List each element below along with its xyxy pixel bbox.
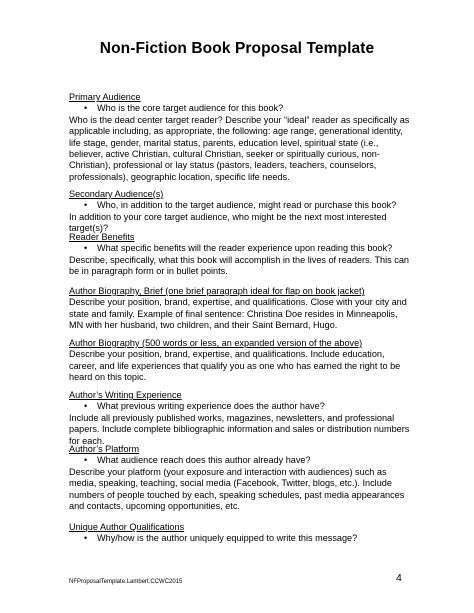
section-paragraph: Describe your platform (your exposure and interaction with audiences) such as media, speaking, teaching, social media (Facebook, Twitter, blogs, etc.). Include numbers of people touched by each, speaking schedules, past media appearances and contacts, upcoming opportunities, etc. [69, 466, 405, 512]
bullet-text: Who is the core target audience for this book? [97, 103, 284, 114]
bullet-item [69, 200, 414, 211]
section-author-platform [69, 444, 414, 512]
section-writing-experience [69, 390, 414, 447]
bullet-text: What audience reach does this author already have? [97, 455, 311, 466]
section-primary-audience [69, 92, 414, 183]
section-heading: Reader Benefits [69, 232, 135, 242]
section-paragraph: Include all previously published works, magazines, newsletters, and professional papers. Include complete bibliographic information and sales or distribution numbers for each. [69, 412, 410, 446]
bullet-item [69, 401, 414, 412]
bullet-icon: • [84, 243, 88, 254]
page-title: Non-Fiction Book Proposal Template [99, 40, 375, 57]
section-secondary-audience [69, 189, 414, 235]
section-heading: Author Biography (500 words or less, an expanded version of the above) [69, 338, 363, 348]
page-footer: NFProposalTemplate.Lambert.CCWC2015 [69, 579, 183, 585]
section-paragraph: Describe, specifically, what this book will accomplish in the lives of readers. This can be in paragraph form or in bullet points. [69, 254, 409, 277]
section-unique-qualifications [69, 522, 414, 545]
bullet-icon: • [84, 533, 88, 544]
section-heading: Author’s Writing Experience [69, 390, 182, 400]
section-paragraph: Describe your position, brand, expertise, and qualifications. Close with your city and state and family. Example of final sentence: Christina Doe resides in Minneapolis, MN with her husband, two children, and their Saint Bernard, Hugo. [69, 297, 407, 331]
bullet-item [69, 455, 414, 466]
bullet-icon: • [84, 455, 88, 466]
bullet-text: What previous writing experience does the author have? [97, 401, 325, 412]
bullet-icon: • [84, 103, 88, 114]
section-heading: Primary Audience [69, 92, 141, 102]
section-heading: Author’s Platform [69, 444, 140, 454]
section-author-bio-brief [69, 286, 414, 332]
bullet-text: Why/how is the author uniquely equipped to write this message? [97, 533, 358, 544]
section-paragraph: Describe your position, brand, expertise, and qualifications. Include education, career, and life experiences that qualify you as one who has earned the right to be heard on this topic. [69, 349, 401, 383]
section-paragraph: In addition to your core target audience, who might be the next most interested target(s)? [69, 211, 387, 234]
bullet-text: What specific benefits will the reader experience upon reading this book? [97, 243, 393, 254]
bullet-item [69, 243, 414, 254]
section-heading: Unique Author Qualifications [69, 522, 185, 532]
section-heading: Author Biography, Brief (one brief paragraph ideal for flap on book jacket) [69, 286, 365, 296]
section-author-bio-expanded [69, 338, 414, 384]
bullet-text: Who, in addition to the target audience, might read or purchase this book? [97, 200, 397, 211]
section-heading: Secondary Audience(s) [69, 189, 164, 199]
bullet-item [69, 103, 414, 114]
bullet-icon: • [84, 401, 88, 412]
bullet-icon: • [84, 200, 88, 211]
bullet-item [69, 533, 414, 544]
page-number: 4 [396, 572, 402, 584]
section-reader-benefits [69, 232, 414, 278]
section-paragraph: Who is the dead center target reader? Describe your “ideal” reader as specifically as applicable including, as appropriate, the following: age range, generational identity, life stage, gender, marital status, parents, education level, spiritual state (i.e., believer, active Christian, cultural Christian, seeker or spiritually curious, non-Christian), professional or lay status (pastors, leaders, teachers, counselors, professionals), geographic location, specific life needs. [69, 114, 410, 182]
